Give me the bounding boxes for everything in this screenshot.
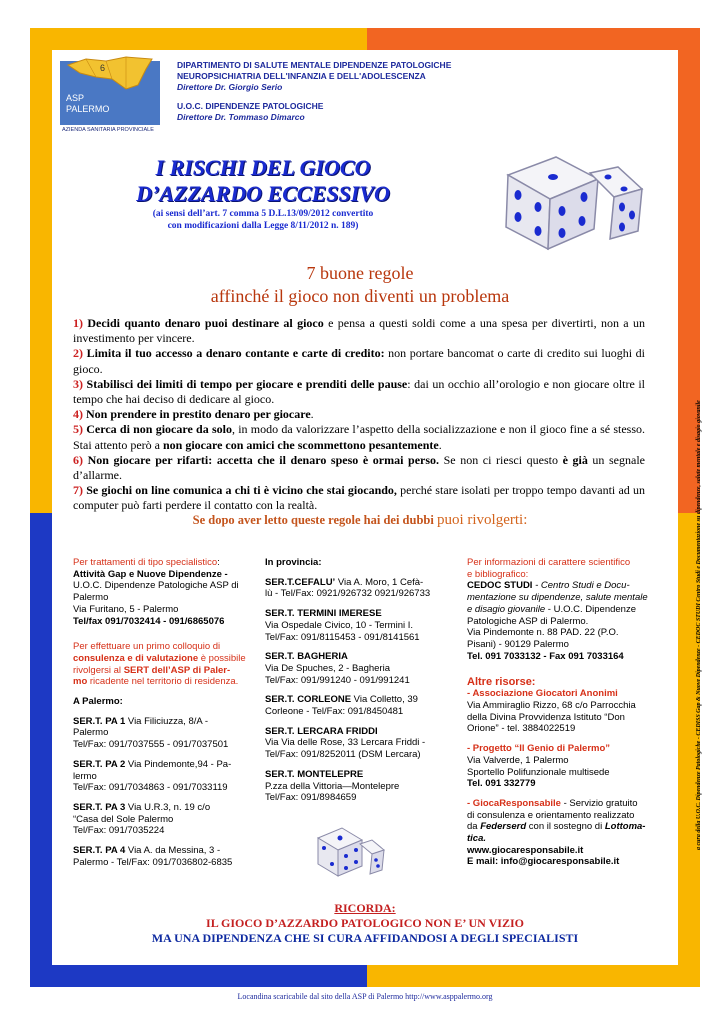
remember-title: RICORDA: xyxy=(334,901,396,915)
uoc-director: Direttore Dr. Tommaso Dimarco xyxy=(177,112,305,122)
dept-line2: NEUROPSICHIATRIA DELL'INFANZIA E DELL'ADOLESCENZA xyxy=(177,71,426,81)
side-credit: a cura della U.O.C. Dipendenze Patologiche - CEDISS Gap & Nuove Dipendenze - CEDOC STUDI Centro Studi e Documentazione su dipendenze, salute mentale e disagio giovanile xyxy=(696,400,702,850)
gap-title: Attività Gap e Nuove Dipendenze - xyxy=(73,568,228,580)
sert-termini: SER.T. TERMINI IMERESE xyxy=(265,608,382,620)
law-line1: (ai sensi dell’art. 7 comma 5 D.L.13/09/2012 convertito xyxy=(152,209,374,219)
gioca-responsabile-link[interactable]: www.giocaresponsabile.it xyxy=(467,844,584,856)
cedoc-studi: CEDOC STUDI - Centro Studi e Docu- xyxy=(467,580,630,592)
department-header xyxy=(177,60,451,123)
giocatori-anonimi: - Associazione Giocatori Anonimi xyxy=(467,688,618,700)
rules-title-line1: 7 buone regole xyxy=(306,263,414,283)
logo-number: 6 xyxy=(100,63,106,73)
sert-pa1: SER.T. PA 1 Via Filiciuzza, 8/A - xyxy=(73,715,208,727)
remember-box xyxy=(60,901,670,946)
other-resources-heading: Altre risorse: xyxy=(467,676,536,689)
sert-lercara: SER.T. LERCARA FRIDDI xyxy=(265,725,378,737)
rule-5: 5) Cerca di non giocare da solo, in modo da valorizzare l’aspetto della socializzazione e non il gioco fine a sé stesso. Stai attento però a non giocare con amici che scommettono pesantemente. xyxy=(73,422,645,452)
logo-subtitle: AZIENDA SANITARIA PROVINCIALE xyxy=(62,127,154,133)
title-line1: I RISCHI DEL GIOCO xyxy=(155,155,371,180)
sert-corleone: SER.T. CORLEONE Via Colletto, 39 xyxy=(265,694,418,706)
sert-bagheria: SER.T. BAGHERIA xyxy=(265,651,348,663)
frame-bottom-left xyxy=(30,965,367,987)
logo-line2: PALERMO xyxy=(66,104,110,114)
law-line2: con modificazioni dalla Legge 8/11/2012 n. 189) xyxy=(167,221,359,231)
gioca-responsabile: - GiocaResponsabile - Servizio gratuito xyxy=(467,797,638,809)
main-title xyxy=(98,155,428,207)
genio-palermo: - Progetto “Il Genio di Palermo” xyxy=(467,743,611,755)
contact-intro: Se dopo aver letto queste regole hai dei dubbi puoi rivolgerti: xyxy=(192,512,528,528)
rules-title-line2: affinché il gioco non diventi un problema xyxy=(210,286,510,306)
title-line2: D’AZZARDO ECCESSIVO xyxy=(136,181,390,206)
remember-line1: IL GIOCO D’AZZARDO PATOLOGICO NON E’ UN VIZIO xyxy=(206,916,524,930)
dept-line1: DIPARTIMENTO DI SALUTE MENTALE DIPENDENZE PATOLOGICHE xyxy=(177,60,452,70)
law-reference xyxy=(105,208,421,232)
gioca-responsabile-email[interactable]: E mail: info@giocaresponsabile.it xyxy=(467,856,620,868)
asp-palermo-logo xyxy=(60,55,160,137)
frame-left-bottom xyxy=(30,513,52,987)
logo-line1: ASP xyxy=(66,93,85,103)
small-dice-icon xyxy=(308,820,388,880)
palermo-label: A Palermo: xyxy=(73,696,123,708)
uoc-line: U.O.C. DIPENDENZE PATOLOGICHE xyxy=(177,101,324,111)
rule-6: 6) Non giocare per rifarti: accetta che il denaro speso è ormai perso. Se non ci riesci questo è già un segnale d’allarme. xyxy=(73,452,645,483)
contacts-column-info: Per informazioni di carattere scientifico e bibliografico: CEDOC STUDI - Centro Studi e Docu- mentazione su dipendenze, salute mentale e disagio giovanile - U.O.C. Dipendenze Patologiche ASP di Palermo. Via Pindemonte n. 88 PAD. 22 (P.O. Pisani) - 90129 Palermo Tel. 091 7033132 - Fax 091 7033164 Altre risorse: - Associazione Giocatori Anonimi Via Ammiraglio Rizzo, 68 c/o Parrocchia della Divina Provvidenza Istituto “Don Orione” - tel. 3884022519 - Progetto “Il Genio di Palermo” Via Valverde, 1 Palermo Sportello Polifunzionale multisede Tel. 091 332779 - GiocaResponsabile - Servizio gratuito di consulenza e orientamento realizzato da Federserd con il sostegno di Lottoma- tica. www.giocaresponsabile.it E mail: info@giocaresponsabile.it xyxy=(467,557,657,868)
dept-director: Direttore Dr. Giorgio Serio xyxy=(177,82,283,92)
rule-2: 2) Limita il tuo accesso a denaro contante e carte di credito: non portare bancomat o carte di credito sui luoghi di gioco. xyxy=(73,346,646,376)
side-credit-text xyxy=(696,170,710,850)
contacts-column-specialist: Per trattamenti di tipo specialistico: Attività Gap e Nuove Dipendenze - U.O.C. Dipendenze Patologiche ASP di Palermo Via Furitano, 5 - Palermo Tel/fax 091/7032414 - 091/6865076 Per effettuare un primo colloquio di consulenza e di valutazione è possibile rivolgersi al SERT dell’ASP di Paler- mo ricadente nel territorio di residenza. A Palermo: SER.T. PA 1 Via Filiciuzza, 8/A - Palermo Tel/Fax: 091/7037555 - 091/7037501 SER.T. PA 2 Via Pindemonte,94 - Pa- lermo Tel/Fax: 091/7034863 - 091/7033119 SER.T. PA 3 Via U.R.3, n. 19 c/o “Casa del Sole Palermo Tel/Fax: 091/7035224 SER.T. PA 4 Via A. da Messina, 3 - Palermo - Tel/Fax: 091/7036802-6835 xyxy=(73,557,258,868)
sicily-map-icon xyxy=(66,55,156,91)
rule-7: 7) Se giochi on line comunica a chi ti è vicino che stai giocando, perché stare isolati per troppo tempo davanti ad un computer può farti perdere il contatto con la realtà. xyxy=(73,483,645,513)
frame-top-right xyxy=(367,28,700,50)
rule-4: 4) Non prendere in prestito denaro per giocare. xyxy=(73,407,314,422)
logo-name xyxy=(66,93,109,115)
sert-pa4: SER.T. PA 4 Via A. da Messina, 3 - xyxy=(73,845,221,857)
rule-3: 3) Stabilisci dei limiti di tempo per giocare e prenditi delle pause: dai un occhio all’orologio e non giocare oltre il tempo che hai deciso di dedicare al gioco. xyxy=(73,376,646,407)
gap-phone: Tel/fax 091/7032414 - 091/6865076 xyxy=(73,615,225,627)
sert-pa3: SER.T. PA 3 Via U.R.3, n. 19 c/o xyxy=(73,801,211,813)
sert-pa2: SER.T. PA 2 Via Pindemonte,94 - Pa- xyxy=(73,758,232,770)
sert-cefalu: SER.T.CEFALU’ Via A. Moro, 1 Cefà- xyxy=(265,576,424,588)
rules-list xyxy=(73,316,645,514)
contacts-column-province: In provincia: SER.T.CEFALU’ Via A. Moro, 1 Cefà- lù - Tel/Fax: 0921/926732 0921/926733 SER.T. TERMINI IMERESE Via Ospedale Civico, 10 - Termini I. Tel/Fax: 091/8115453 - 091/8141561 SER.T. BAGHERIA Via De Spuches, 2 - Bagheria Tel/Fax: 091/991240 - 091/991241 SER.T. CORLEONE Via Colletto, 39 Corleone - Tel/Fax: 091/8450481 SER.T. LERCARA FRIDDI Via Via delle Rose, 33 Lercara Friddi - Tel/Fax: 091/8252011 (DSM Lercara) SER.T. MONTELEPRE P.zza della Vittoria—Montelepre Tel/Fax: 091/8984659 xyxy=(265,557,465,804)
province-label: In provincia: xyxy=(265,557,322,568)
rule-1: 1) Decidi quanto denaro puoi destinare al gioco e pensa a questi soldi come a una spesa per divertirti, non a un investimento per vincere. xyxy=(73,316,645,346)
frame-left-top xyxy=(30,28,52,513)
frame-bottom-right xyxy=(367,965,700,987)
frame-top-left xyxy=(30,28,367,50)
remember-line2: MA UNA DIPENDENZA CHE SI CURA AFFIDANDOSI A DEGLI SPECIALISTI xyxy=(151,931,579,945)
specialist-label: Per trattamenti di tipo specialistico xyxy=(73,557,218,568)
footer-link[interactable]: Locandina scaricabile dal sito della ASP di Palermo http://www.asppalermo.org xyxy=(237,992,493,1001)
sert-montelepre: SER.T. MONTELEPRE xyxy=(265,768,364,780)
rules-title xyxy=(90,262,630,308)
dice-icon xyxy=(478,145,648,255)
cedoc-phone: Tel. 091 7033132 - Fax 091 7033164 xyxy=(467,650,624,662)
